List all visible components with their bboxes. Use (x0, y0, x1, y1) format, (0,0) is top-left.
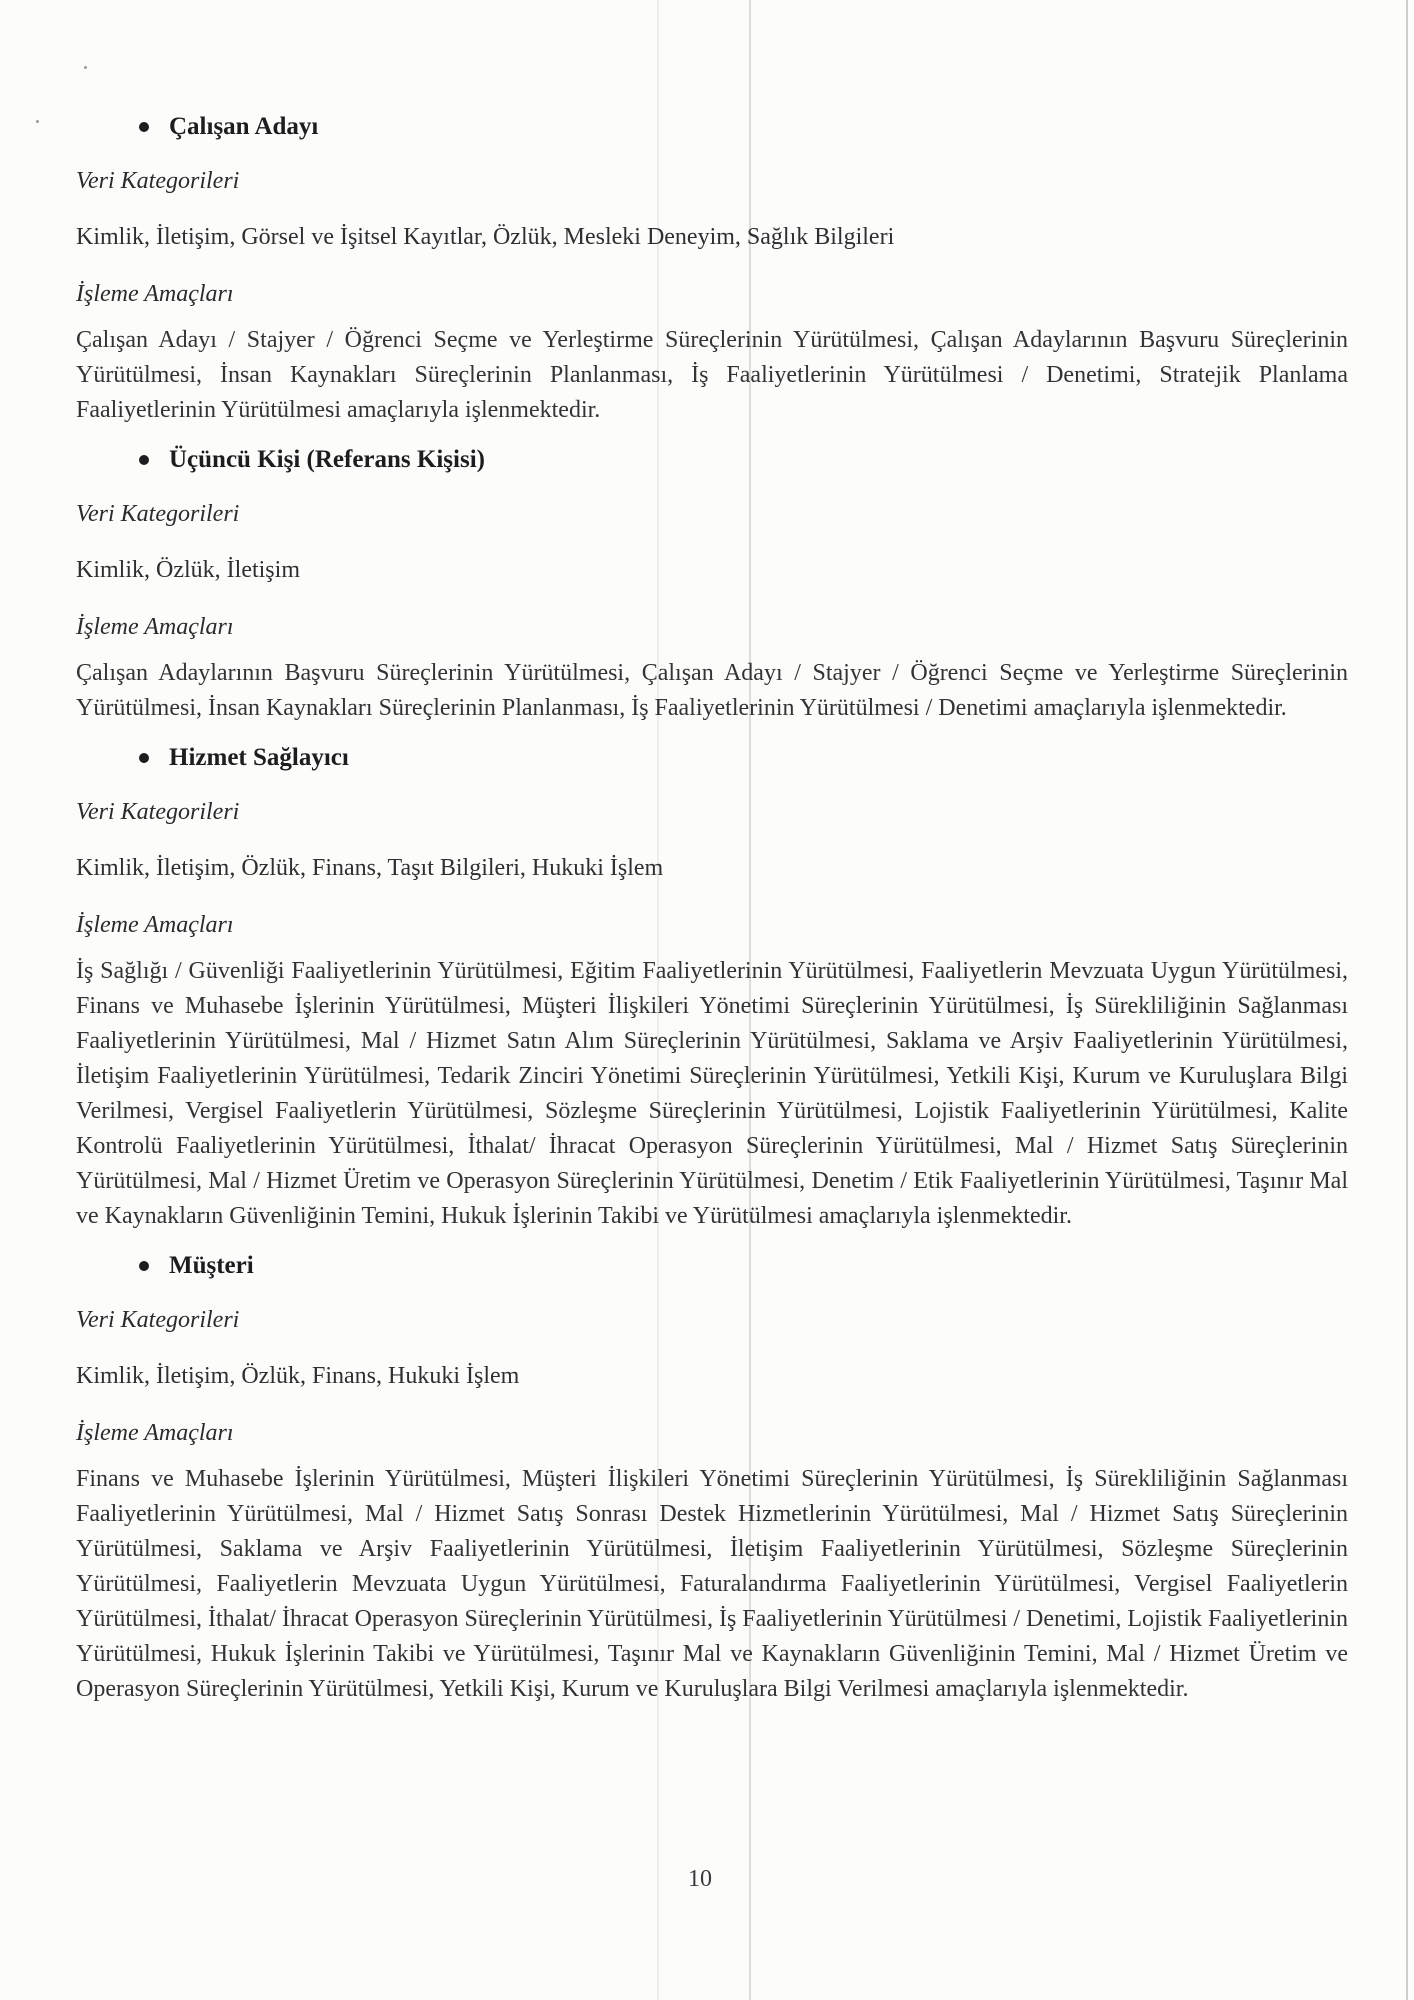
processing-purposes-label: İşleme Amaçları (76, 1420, 234, 1446)
purposes-paragraph: Finans ve Muhasebe İşlerinin Yürütülmesi, Müşteri İlişkileri Yönetimi Süreçlerinin Yürütülmesi, İş Sürekliliğinin Sağlanması Faaliyetlerinin Yürütülmesi, Mal / Hizmet Satış Sonrası Destek Hizmetlerinin Yürütülmesi, Mal / Hizmet Satış Süreçlerinin Yürütülmesi, Saklama ve Arşiv Faaliyetlerinin Yürütülmesi, İletişim Faaliyetlerinin Yürütülmesi, Sözleşme Süreçlerinin Yürütülmesi, Faaliyetlerin Mevzuata Uygun Yürütülmesi, Faturalandırma Faaliyetlerinin Yürütülmesi, Vergisel Faaliyetlerin Yürütülmesi, İthalat/ İhracat Operasyon Süreçlerinin Yürütülmesi, İş Faaliyetlerinin Yürütülmesi / Denetimi, Lojistik Faaliyetlerinin Yürütülmesi, Hukuk İşlerinin Takibi ve Yürütülmesi, Taşınır Mal ve Kaynakların Güvenliğinin Temini, Mal / Hizmet Üretim ve Operasyon Süreçlerinin Yürütülmesi, Yetkili Kişi, Kurum ve Kuruluşlara Bilgi Verilmesi amaçlarıyla işlenmektedir. (76, 1466, 1348, 1702)
section-title: Hizmet Sağlayıcı (169, 744, 349, 771)
bullet-icon (139, 1261, 149, 1271)
section-title: Üçüncü Kişi (Referans Kişisi) (169, 446, 485, 473)
scan-artifact-line (1406, 0, 1408, 2000)
categories-value: Kimlik, İletişim, Özlük, Finans, Taşıt Bilgileri, Hukuki İşlem (76, 855, 664, 881)
section-title: Müşteri (169, 1252, 254, 1279)
document-body (76, 112, 1348, 1724)
section-heading (76, 1251, 1348, 1281)
processing-purposes-label: İşleme Amaçları (76, 614, 234, 640)
section-heading (76, 445, 1348, 475)
section-hizmet-saglayici (76, 743, 1348, 1234)
purposes-paragraph: Çalışan Adayı / Stajyer / Öğrenci Seçme ve Yerleştirme Süreçlerinin Yürütülmesi, Çalışan Adaylarının Başvuru Süreçlerinin Yürütülmesi, İnsan Kaynakları Süreçlerinin Planlanması, İş Faaliyetlerinin Yürütülmesi / Denetimi, Stratejik Planlama Faaliyetlerinin Yürütülmesi amaçlarıyla işlenmektedir. (76, 327, 1348, 423)
scan-speck (36, 120, 39, 123)
bullet-icon (139, 122, 149, 132)
categories-value: Kimlik, Özlük, İletişim (76, 557, 300, 583)
section-musteri (76, 1251, 1348, 1707)
processing-purposes-label: İşleme Amaçları (76, 912, 234, 938)
categories-value: Kimlik, İletişim, Görsel ve İşitsel Kayıtlar, Özlük, Mesleki Deneyim, Sağlık Bilgileri (76, 224, 895, 250)
bullet-icon (139, 455, 149, 465)
purposes-paragraph: Çalışan Adaylarının Başvuru Süreçlerinin Yürütülmesi, Çalışan Adayı / Stajyer / Öğrenci Seçme ve Yerleştirme Süreçlerinin Yürütülmesi, İnsan Kaynakları Süreçlerinin Planlanması, İş Faaliyetlerinin Yürütülmesi / Denetimi amaçlarıyla işlenmektedir. (76, 660, 1348, 721)
section-heading (76, 743, 1348, 773)
section-heading (76, 112, 1348, 142)
section-calisan-adayi (76, 112, 1348, 428)
scan-speck (84, 66, 87, 69)
data-categories-label: Veri Kategorileri (76, 1307, 240, 1333)
data-categories-label: Veri Kategorileri (76, 799, 240, 825)
categories-value: Kimlik, İletişim, Özlük, Finans, Hukuki İşlem (76, 1363, 520, 1389)
data-categories-label: Veri Kategorileri (76, 168, 240, 194)
page-number: 10 (688, 1866, 712, 1892)
purposes-paragraph: İş Sağlığı / Güvenliği Faaliyetlerinin Yürütülmesi, Eğitim Faaliyetlerinin Yürütülmesi, Faaliyetlerin Mevzuata Uygun Yürütülmesi, Finans ve Muhasebe İşlerinin Yürütülmesi, Müşteri İlişkileri Yönetimi Süreçlerinin Yürütülmesi, İş Sürekliliğinin Sağlanması Faaliyetlerinin Yürütülmesi, Mal / Hizmet Satın Alım Süreçlerinin Yürütülmesi, Saklama ve Arşiv Faaliyetlerinin Yürütülmesi, İletişim Faaliyetlerinin Yürütülmesi, Tedarik Zinciri Yönetimi Süreçlerinin Yürütülmesi, Yetkili Kişi, Kurum ve Kuruluşlara Bilgi Verilmesi, Vergisel Faaliyetlerin Yürütülmesi, Sözleşme Süreçlerinin Yürütülmesi, Lojistik Faaliyetlerinin Yürütülmesi, Kalite Kontrolü Faaliyetlerinin Yürütülmesi, İthalat/ İhracat Operasyon Süreçlerinin Yürütülmesi, Mal / Hizmet Satış Süreçlerinin Yürütülmesi, Mal / Hizmet Üretim ve Operasyon Süreçlerinin Yürütülmesi, Denetim / Etik Faaliyetlerinin Yürütülmesi, Taşınır Mal ve Kaynakların Güvenliğinin Temini, Hukuk İşlerinin Takibi ve Yürütülmesi amaçlarıyla işlenmektedir. (76, 958, 1348, 1229)
section-ucuncu-kisi (76, 445, 1348, 726)
bullet-icon (139, 753, 149, 763)
section-title: Çalışan Adayı (169, 113, 319, 140)
processing-purposes-label: İşleme Amaçları (76, 281, 234, 307)
data-categories-label: Veri Kategorileri (76, 501, 240, 527)
